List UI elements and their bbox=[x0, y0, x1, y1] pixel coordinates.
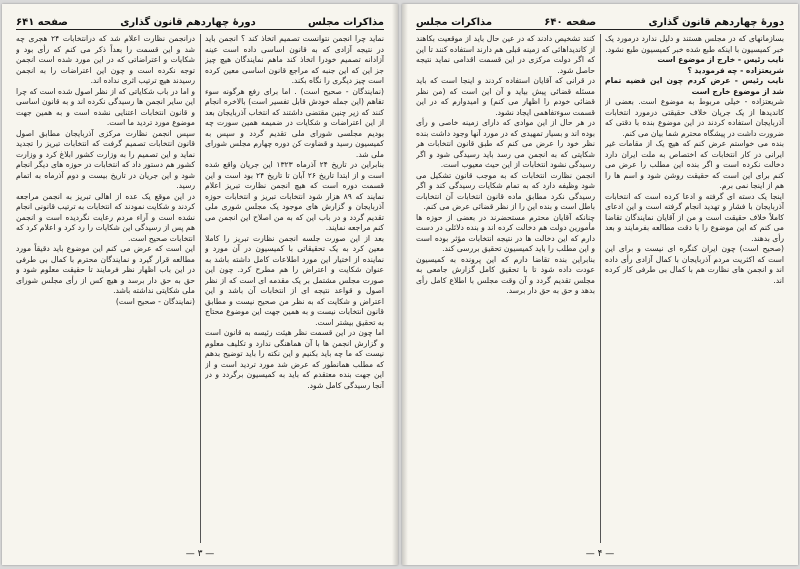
paragraph: درانجمن نظارت اعلام شد که درانتخابات ۲۴ هجری چه شد و این قسمت را بعداً ذکر می کنم که رأی بود و شکایات و اعتراضاتی که در این مورد شده است انجمن توجه نکرده است و چون این اعتراضات را به انجمن رسیدند هیچ ترتیب اثری نداده اند. bbox=[16, 34, 195, 85]
speaker-line: شریعتزاده - چه فرمودید ؟ bbox=[687, 65, 784, 75]
header-rule bbox=[416, 29, 784, 30]
column-right bbox=[205, 34, 384, 543]
paragraph: اما چون در این قسمت نظر هیئت رئیسه به قانون است و گزارش انجمن ها با آن هماهنگی ندارد و تکلیف معلوم نیست که ما چه باید بکنیم و این نکته را باید توضیح بدهم که مطلب همانطور که عرض شد مورد تردید است و از این جهت بنده معتقدم که باید به کمیسیون برگردد و در آنجا رسیدگی کامل شود. bbox=[205, 328, 384, 390]
page-folio: — ۴ — bbox=[585, 549, 615, 559]
session-title: دورۀ چهاردهم قانون گذاری bbox=[120, 17, 256, 28]
left-page bbox=[2, 4, 398, 565]
page-folio: — ۳ — bbox=[185, 549, 215, 559]
gutter-shadow bbox=[402, 4, 408, 565]
right-page bbox=[402, 4, 798, 565]
session-title: دورۀ چهاردهم قانون گذاری bbox=[648, 17, 784, 28]
page-header bbox=[16, 10, 384, 28]
page-label: صفحه ۶۴۰ bbox=[544, 17, 597, 28]
paragraph: سپس انجمن نظارت مرکزی آذربایجان مطابق اصول قانون انتخابات تصمیم گرفت که انتخابات تبریز را تجدید نماید و این تصمیم را به وزارت کشور ابلاغ کرد و وزارت کشور هم دستور داد که انتخابات در حوزه های دیگر انجام شود و این جریان در تاریخ بیست و دوم آذرماه به اتمام رسید. bbox=[16, 128, 195, 190]
paragraph: (نمایندگان - صحیح است) . اما برای رفع هرگونه سوء تفاهم (این جمله خودش قابل تفسیر است) بالاخره انجام کنند که زیر چنین مقتضی داشتند که انتخاب آذربایجان بعد از این اعتراضات و شکایات در ضمیمه همین سورت چه بودیم مجلسی شورای ملی تقدیم گردد و سپس به کمیسیون رسید و قضاوت کن دوره چهارم مجلس شورای ملی شد. bbox=[205, 86, 384, 159]
column-left bbox=[16, 34, 195, 543]
gutter-shadow bbox=[392, 4, 398, 565]
column-left bbox=[416, 34, 595, 543]
paragraph: و اما در باب شکایاتی که از نظر اصول شده است که چرا این سایر انجمن ها رسیدگی نکرده اند و به قانون اساسی و قانون انتخابات اعتنایی نشده است و به همین جهت موضوع مورد تردید ما است. bbox=[16, 86, 195, 127]
paragraph: بنابراین بنده تقاضا دارم که این پرونده به کمیسیون عودت داده شود تا با تحقیق کامل گزارش جامعی به مجلس تقدیم گردد و آن وقت مجلس با اطلاع کامل رأی بدهد و حق به حق دار برسد. bbox=[416, 254, 595, 295]
paragraph: در قرانی که آقایان استفاده کردند و اینجا است که باید مسئله قضائی پیش بیاید و آن این است که (من نظر قضائی خودم را اظهار می کنم) و امیدوارم که در این قسمت سوءتفاهمی ایجاد نشود. bbox=[416, 76, 595, 117]
text-columns bbox=[16, 34, 384, 543]
speaker-line: نایب رئیس - خارج از موضوع است bbox=[657, 55, 784, 64]
page-label: صفحه ۶۴۱ bbox=[16, 17, 68, 28]
paragraph: (نمایندگان - صحیح است) bbox=[115, 296, 195, 306]
paragraph: چنانکه آقایان محترم مستحضرند در بعضی از حوزه ها مأمورین دولت هم دخالت کرده اند و بنده دلائلی در دست دارم که این دخالت ها در نتیجه انتخابات مؤثر بوده است و این مطلب را باید کمیسیون تحقیق بررسی کند. bbox=[416, 212, 595, 253]
paragraph: اینجا یک دسته ای گرفته و ادعا کرده است که انتخابات آذربایجان با فشار و تهدید انجام گرفته است و این ادعای کاملاً خلاف حقیقت است و من از آقایان نمایندگان تقاضا می کنم که این موضوع را با دقت مطالعه بفرمایند و بعد رأی بدهند. bbox=[605, 191, 784, 243]
paragraph: انجمن نظارت انتخابات که به موجب قانون تشکیل می شود وظیفه دارد که به تمام شکایات رسیدگی کند و اگر رسیدگی نکرد مطابق ماده قانون انتخابات آن انتخابات باطل است و بنده این را از نظر قضائی عرض می کنم. bbox=[416, 170, 595, 211]
running-title: مذاکرات مجلس bbox=[307, 17, 384, 28]
column-right bbox=[605, 34, 784, 543]
paragraph: بسازمانهای که در مجلس هستند و دلیل ندارد درمورد یک خبر کمیسیون با اینکه طبع شده خبر کمیسیون طبع نشود. bbox=[605, 34, 784, 54]
text-columns bbox=[416, 34, 784, 543]
paragraph: بنابراین در تاریخ ۲۴ آذرماه ۱۳۲۳ این جریان واقع شده است و از ابتدا تاریخ ۲۶ آبان تا تاریخ ۲۴ بود است و این قسمت دوره است که هیچ انجمن نظارت تبریز اعلام نمایند که ۸۹ هزار شود انتخابات تبریز و انتخابات حوزه آذربایجان و گزارش های موجود یک مجلس شوری ملی تقدیم گردد و در باب این که به من اصلاح این انجمن می کنم مراجعه نمایند. bbox=[205, 160, 384, 232]
paragraph: نماید چرا انجمن نتوانست تصمیم اتخاذ کند ؟ انجمن باید در نتیجه آزادی که به قانون اساسی داده است عینه آزادانه تصمیم خودرا اتخاذ کند ماهم نمایندگان هیچ چیز جز این که این جنبه که مراجع قانون اساسی معین کرده است چیز دیگری را نگاه بکند. bbox=[205, 34, 384, 85]
paragraph: شریعتزاده - خیلی مربوط به موضوع است. بعضی از کاندیدها از یک جریان خلاف حقیقتی درمورد انتخابات آذربایجان استفاده کردند در این موضوع بنده با دقتی که ضرورت داشت در پیشگاه محترم شما بیان می کنم. bbox=[605, 97, 784, 138]
paragraph: در هر حال از این موادی که دارای زمینه خاصی و رأی بوده اند و بسیار تمهیدی که در مورد آنها وجود داشت بنده نظر خود را عرض می کنم که طبق قانون انتخابات هر شکایتی که به انجمن می رسد باید رسیدگی شود و اگر رسیدگی نشود انتخابات از این حیث معیوب است. bbox=[416, 118, 595, 169]
paragraph: (صحیح است) چون ایران کنگره ای نیست و برای این است که اکثریت مردم آذربایجان با کمال آزادی رأی داده اند و انجمن های نظارت هم با کمال بی طرفی کار کرده اند. bbox=[605, 244, 784, 285]
page-header bbox=[416, 10, 784, 28]
header-rule bbox=[16, 29, 384, 30]
paragraph: در این موقع یک عده از اهالی تبریز به انجمن مراجعه کردند و شکایت نمودند که انتخابات به ترتیب قانونی انجام نشده است و آراء مردم رعایت نگردیده است و انجمن هم پس از رسیدگی این شکایات را رد کرد و اعلام کرد که انتخابات صحیح است. bbox=[16, 191, 195, 243]
running-title: مذاکرات مجلس bbox=[416, 17, 493, 28]
paragraph: کنند تشخیص دادند که در عین حال باید از موقعیت بکاهند از کاندیداهائی که زمینه قبلی هم دارند استفاده کنند تا این که اگر دولت مرکزی در این قسمت اقدامی نماید نتیجه حاصل شود. bbox=[416, 34, 595, 75]
paragraph: این است که عرض می کنم این موضوع باید دقیقاً مورد مطالعه قرار گیرد و نمایندگان محترم با کمال بی طرفی در این باب اظهار نظر فرمایند تا حقیقت معلوم شود و حق به حق دار برسد و هیچ کس از رأی مجلس شورای ملی شکایتی نداشته باشد. bbox=[16, 244, 195, 295]
paragraph: بعد از این صورت جلسه انجمن نظارت تبریز را کاملا معین کرد به یک تحقیقاتی با کمیسیون در آن مورد و نماینده از اختیار این مورد اطلاعات کامل داشته باشد به عنوان شکایت و اعتراض را هم مطرح کرد. چون این صورت مجلس مشتمل بر یک مقدمه ای است که از نظر اصول و قواعد نتیجه ای از انتخابات آن باشد و این اعتراض و شکایت که به نظر من صحیح نیست و مطابق قانون انتخابات نیست و به همین جهت این موضوع محتاج به تحقیق بیشتر است. bbox=[205, 233, 384, 327]
paragraph: بنده می خواستم عرض کنم که هیچ یک از مقامات غیر ایرانی در کار انتخابات که اختصاص به ملت ایران دارد دخالت نکرده است و اگر بنده این مطلب را عرض می کنم برای این است که حقیقت روشن شود و اسم ها را هم از اینجا نمی برم. bbox=[605, 139, 784, 190]
speaker-line: نایب رئیس - عرض کردم چون این قضیه تمام شد از موضوع خارج است bbox=[605, 76, 784, 96]
